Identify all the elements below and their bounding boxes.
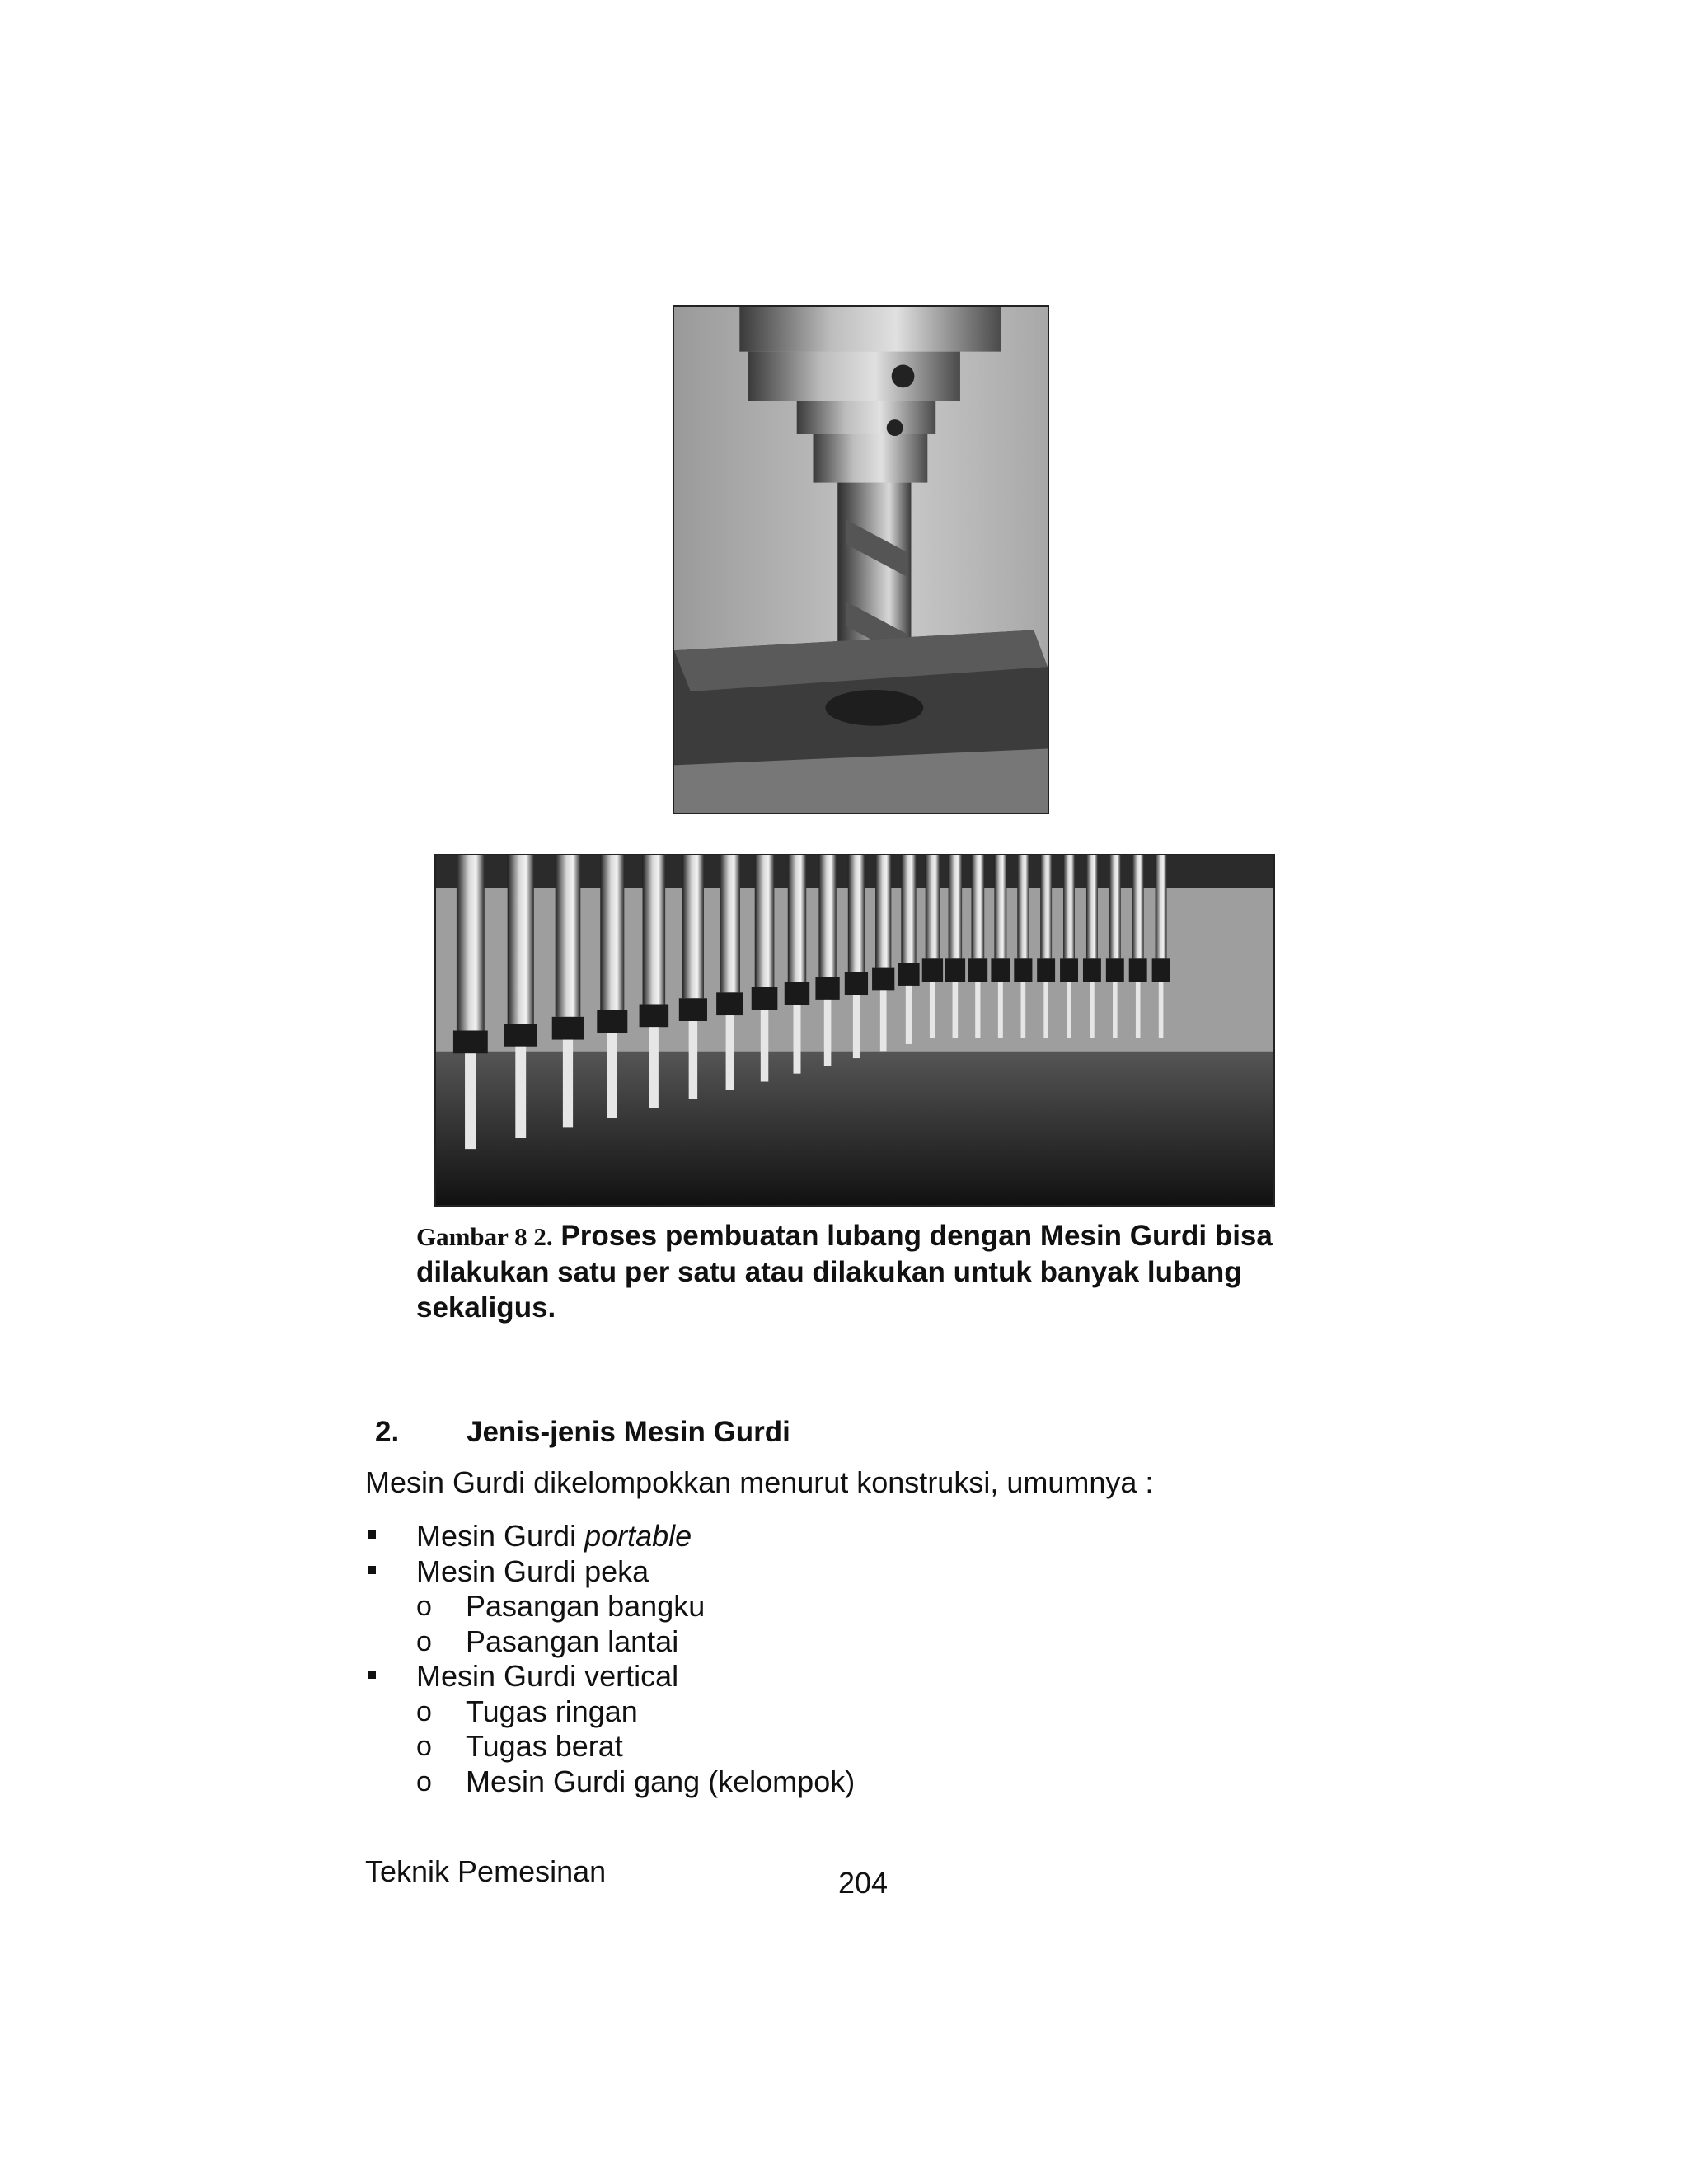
square-bullet-icon	[368, 1530, 376, 1539]
list-item-text: Mesin Gurdi peka	[416, 1554, 649, 1588]
circle-bullet: o	[416, 1695, 432, 1727]
drill-bit	[853, 995, 860, 1058]
spindle-collar	[845, 972, 868, 995]
spindle-body	[643, 855, 666, 1004]
drill-bit	[465, 1053, 476, 1149]
spindle-body	[848, 855, 865, 972]
spindle-collar	[1060, 958, 1078, 982]
spindle-body	[1017, 855, 1029, 958]
section-heading	[375, 1416, 790, 1449]
drill-bit	[1043, 982, 1048, 1038]
drill-bit	[975, 982, 980, 1038]
spindle-collar	[1106, 958, 1124, 982]
spindle-collar	[898, 963, 919, 986]
spindle-body	[556, 855, 581, 1017]
spindle-body	[1086, 855, 1098, 958]
drill-bit	[1113, 982, 1118, 1038]
spindle-body	[926, 855, 940, 958]
gang-drill-illustration	[436, 855, 1273, 1205]
spindle-body	[1132, 855, 1144, 958]
spindle-collar	[922, 958, 943, 982]
drill-bit	[930, 982, 935, 1038]
page-number: 204	[838, 1866, 889, 1900]
spindle-body	[788, 855, 806, 982]
list-item-text: Mesin Gurdi	[416, 1519, 585, 1553]
spindle-collar	[968, 958, 988, 982]
spindle-body	[720, 855, 740, 992]
list-item-text: Pasangan bangku	[466, 1589, 706, 1623]
sub-list-item	[365, 1765, 855, 1800]
square-bullet-icon	[368, 1671, 376, 1679]
sub-list-item	[365, 1589, 855, 1624]
spindle-body	[600, 855, 624, 1010]
list-item	[365, 1659, 855, 1694]
drill-bit	[563, 1040, 573, 1128]
footer-book-title: Teknik Pemesinan	[365, 1854, 607, 1888]
list-item-text: Tugas berat	[466, 1729, 623, 1763]
square-bullet-icon	[368, 1566, 376, 1574]
spindle-body	[818, 855, 836, 977]
list-item-text: Mesin Gurdi vertical	[416, 1659, 679, 1693]
drill-bit	[906, 986, 912, 1044]
section-title: Jenis-jenis Mesin Gurdi	[467, 1416, 790, 1448]
list-item-text: Pasangan lantai	[466, 1624, 679, 1658]
spindle-collar	[552, 1017, 584, 1040]
spindle-collar	[1014, 958, 1032, 982]
drill-bit	[1136, 982, 1141, 1038]
machine-types-list	[365, 1519, 855, 1799]
sub-list-item	[365, 1624, 855, 1660]
spindle-collar	[640, 1004, 669, 1027]
circle-bullet: o	[416, 1731, 432, 1762]
spindle-collar	[716, 992, 743, 1015]
spindle-collar	[752, 987, 778, 1010]
list-item-text: Mesin Gurdi gang (kelompok)	[466, 1764, 856, 1798]
spindle-body	[682, 855, 704, 998]
spindle-collar	[785, 982, 809, 1005]
figure-label: Gambar 8 2.	[416, 1222, 553, 1251]
list-item-text: Tugas ringan	[466, 1694, 638, 1728]
spindle-body	[1040, 855, 1052, 958]
spindle-collar	[597, 1010, 627, 1033]
drill-bit	[515, 1047, 526, 1138]
spindle-body	[508, 855, 534, 1024]
drill-bit	[761, 1010, 768, 1081]
spindle-body	[971, 855, 984, 958]
drill-bit	[726, 1015, 734, 1090]
spindle-collar	[1129, 958, 1147, 982]
spindle-collar	[945, 958, 965, 982]
list-item	[365, 1519, 855, 1554]
drill-bit	[607, 1033, 617, 1118]
spindle-body	[1156, 855, 1167, 958]
figure-caption	[416, 1218, 1290, 1325]
drill-bit	[824, 1000, 832, 1066]
spindle-body	[1063, 855, 1075, 958]
spindle-body	[994, 855, 1006, 958]
circle-bullet: o	[416, 1625, 432, 1657]
list-item-emphasis: portable	[584, 1519, 692, 1553]
spindle-collar	[1037, 958, 1055, 982]
list-item	[365, 1554, 855, 1590]
drill-bit	[649, 1027, 659, 1108]
section-intro: Mesin Gurdi dikelompokkan menurut konstruksi, umumnya :	[365, 1465, 1154, 1499]
drill-bit	[1159, 982, 1164, 1038]
drill-bit	[1021, 982, 1026, 1038]
gang-drill-photo	[434, 854, 1275, 1207]
spindle-body	[949, 855, 963, 958]
spindle-body	[457, 855, 485, 1030]
spindle-collar	[1152, 958, 1170, 982]
circle-bullet: o	[416, 1765, 432, 1797]
spindle-body	[901, 855, 916, 963]
spindle-collar	[872, 968, 894, 991]
spindle-collar	[679, 998, 707, 1021]
spindle-collar	[453, 1030, 488, 1053]
circle-bullet: o	[416, 1591, 432, 1622]
spindle-body	[875, 855, 891, 968]
spindle-body	[755, 855, 775, 987]
drill-bit	[953, 982, 959, 1038]
sub-list-item	[365, 1729, 855, 1765]
spindle-collar	[504, 1024, 537, 1047]
sub-list-item	[365, 1694, 855, 1730]
drill-bit	[794, 1005, 801, 1074]
section-number: 2.	[375, 1416, 400, 1448]
drill-bit	[998, 982, 1003, 1038]
drill-bit	[1067, 982, 1071, 1038]
spindle-collar	[1083, 958, 1101, 982]
drill-bit	[1090, 982, 1095, 1038]
single-drill-photo	[673, 305, 1049, 814]
drill-bit	[880, 990, 887, 1051]
spindle-collar	[815, 977, 839, 1000]
single-drill-illustration	[674, 307, 1048, 813]
figure-caption-text: Proses pembuatan lubang dengan Mesin Gurdi bisa dilakukan satu per satu atau dilakukan untuk banyak lubang sekaligus.	[416, 1220, 1273, 1324]
drill-bit	[689, 1021, 697, 1099]
spindle-collar	[991, 958, 1010, 982]
spindle-body	[1109, 855, 1121, 958]
